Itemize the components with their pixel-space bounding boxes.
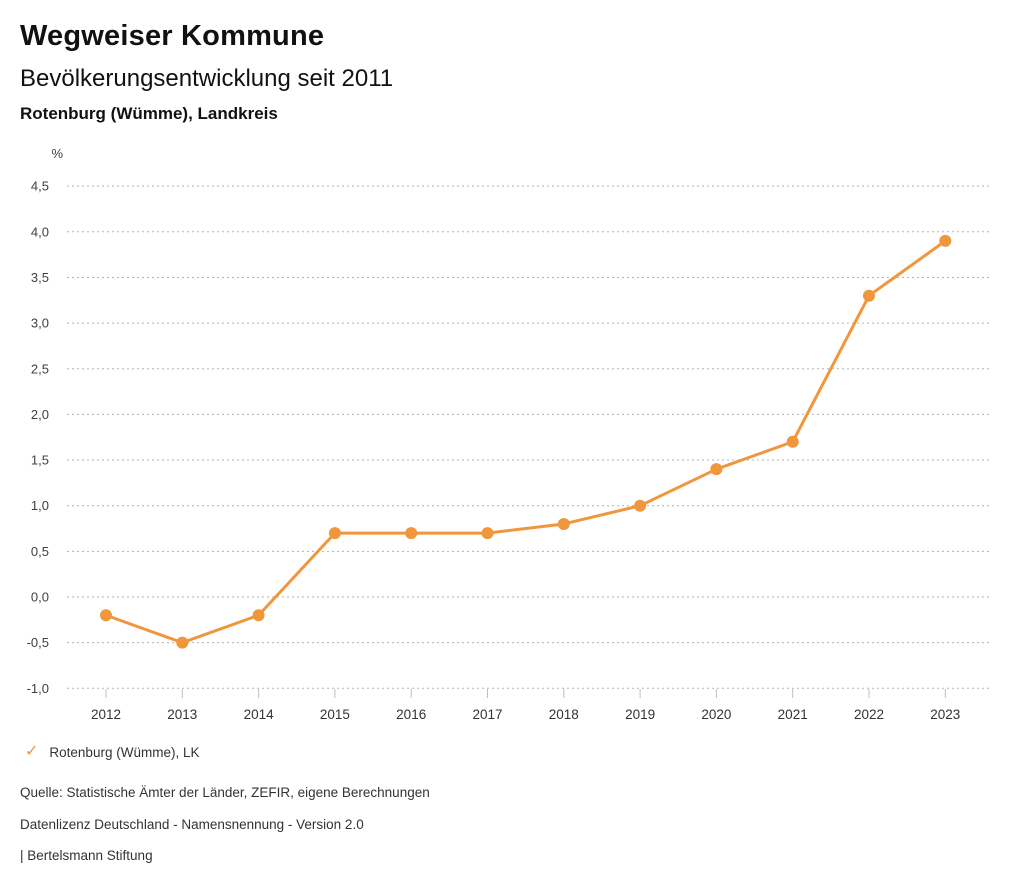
- y-tick-label: 3,5: [30, 269, 49, 285]
- data-point: [176, 637, 188, 649]
- x-tick-label: 2018: [548, 707, 579, 722]
- y-tick-label: 0,5: [30, 543, 49, 559]
- check-icon: ✓: [25, 743, 39, 760]
- y-tick-label: 2,0: [30, 406, 49, 422]
- y-tick-label: 1,5: [30, 452, 49, 468]
- legend-item-rotenburg[interactable]: [25, 744, 199, 760]
- x-tick-label: 2023: [930, 707, 961, 722]
- y-tick-label: 0,0: [30, 589, 49, 605]
- data-point: [558, 518, 570, 530]
- x-tick-label: 2017: [472, 707, 503, 722]
- x-tick-label: 2014: [243, 707, 274, 722]
- legend-item-label: Rotenburg (Wümme), LK: [49, 744, 200, 760]
- x-tick-label: 2012: [90, 707, 122, 722]
- data-point: [939, 235, 951, 247]
- y-tick-label: 4,5: [30, 178, 49, 194]
- y-tick-label: 1,0: [30, 498, 49, 514]
- data-point: [482, 527, 494, 539]
- y-tick-label: -1,0: [26, 680, 49, 696]
- y-tick-label: 3,0: [30, 315, 49, 331]
- y-axis-unit-label: %: [51, 146, 63, 161]
- source-note: Quelle: Statistische Ämter der Länder, ZEFIR, eigene Berechnungen: [20, 785, 430, 800]
- y-tick-label: 2,5: [30, 361, 49, 377]
- x-tick-label: 2019: [625, 707, 656, 722]
- x-tick-label: 2020: [701, 707, 732, 722]
- data-point: [634, 500, 646, 512]
- x-tick-label: 2016: [396, 707, 427, 722]
- page-title: Wegweiser Kommune: [20, 20, 325, 52]
- series-line: [106, 241, 945, 643]
- data-point: [329, 527, 341, 539]
- data-point: [710, 463, 722, 475]
- x-tick-label: 2021: [777, 707, 808, 722]
- data-point: [863, 290, 875, 302]
- y-tick-label: 4,0: [30, 224, 49, 240]
- x-tick-label: 2022: [853, 707, 885, 722]
- data-point: [787, 436, 799, 448]
- x-tick-label: 2013: [167, 707, 198, 722]
- x-tick-label: 2015: [319, 707, 350, 722]
- attribution-note: | Bertelsmann Stiftung: [20, 848, 153, 863]
- data-point: [405, 527, 417, 539]
- y-tick-label: -0,5: [26, 635, 49, 651]
- license-note: Datenlizenz Deutschland - Namensnennung - Version 2.0: [20, 817, 364, 832]
- chart-title: Bevölkerungsentwicklung seit 2011: [20, 65, 394, 92]
- region-label: Rotenburg (Wümme), Landkreis: [20, 104, 278, 123]
- data-point: [100, 609, 112, 621]
- data-point: [253, 609, 265, 621]
